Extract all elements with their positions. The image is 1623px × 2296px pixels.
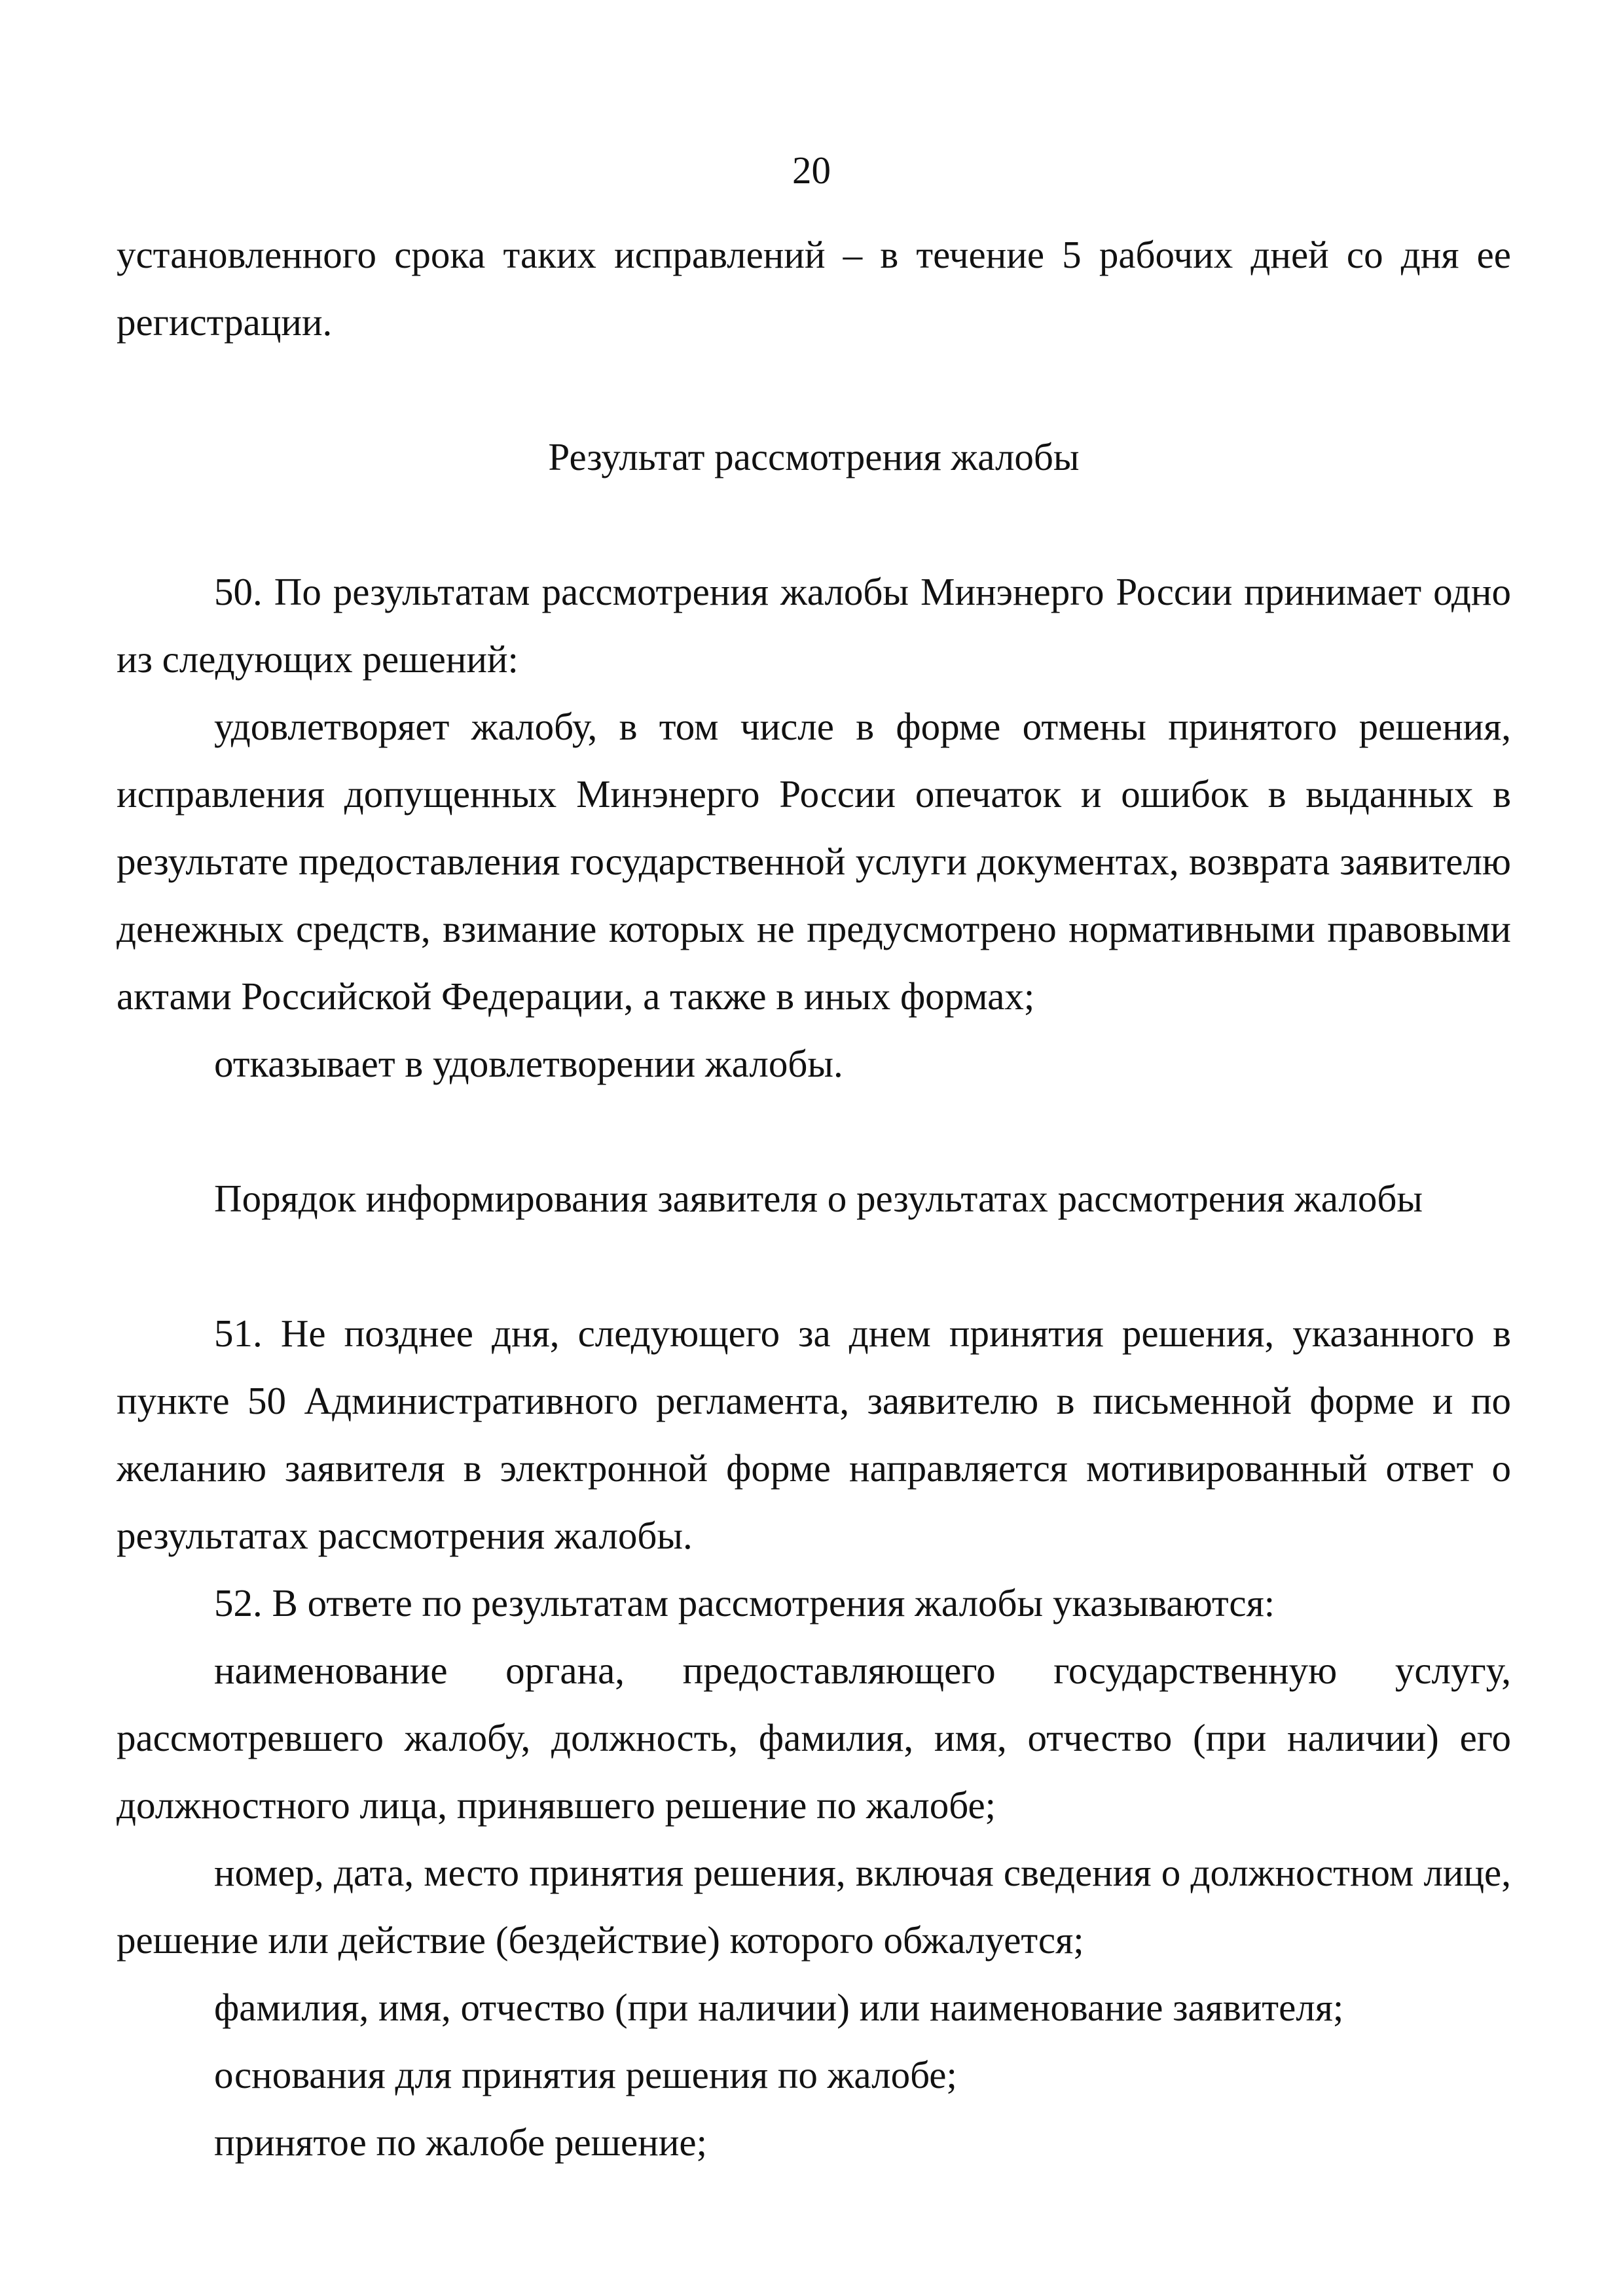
paragraph-52-item-decision: принятое по жалобе решение; xyxy=(214,2121,707,2164)
section-heading-result: Результат рассмотрения жалобы xyxy=(548,435,1080,478)
document-body xyxy=(117,221,1511,2176)
paragraph-52-item-authority: наименование органа, предоставляющего государственную услугу, рассмотревшего жалобу, должность, фамилия, имя, отчество (при наличии) его должностного лица, принявшего решение по жалобе; xyxy=(117,1649,1511,1827)
paragraph-50-option-refuse: отказывает в удовлетворении жалобы. xyxy=(214,1042,843,1085)
section-heading-inform: Порядок информирования заявителя о результатах рассмотрения жалобы xyxy=(214,1177,1423,1220)
paragraph-52: 52. В ответе по результатам рассмотрения жалобы указываются: xyxy=(214,1581,1275,1624)
spacer xyxy=(117,1232,1511,1300)
paragraph-52-item-applicant: фамилия, имя, отчество (при наличии) или наименование заявителя; xyxy=(214,1986,1344,2029)
paragraph-51: 51. Не позднее дня, следующего за днем принятия решения, указанного в пункте 50 Административного регламента, заявителю в письменной форме и по желанию заявителя в электронной форме направляется мотивированный ответ о результатах рассмотрения жалобы. xyxy=(117,1312,1511,1557)
continued-paragraph: установленного срока таких исправлений – в течение 5 рабочих дней со дня ее регистрации. xyxy=(117,233,1511,344)
page-number: 20 xyxy=(792,149,831,192)
spacer xyxy=(117,356,1511,423)
paragraph-52-item-decision-details: номер, дата, место принятия решения, включая сведения о должностном лице, решение или действие (бездействие) которого обжалуется; xyxy=(117,1851,1511,1962)
spacer xyxy=(117,1098,1511,1165)
paragraph-50: 50. По результатам рассмотрения жалобы Минэнерго России принимает одно из следующих решений: xyxy=(117,570,1511,681)
spacer xyxy=(117,491,1511,558)
paragraph-50-option-satisfy: удовлетворяет жалобу, в том числе в форме отмены принятого решения, исправления допущенных Минэнерго России опечаток и ошибок в выданных в результате предоставления государственной услуги документах, возврата заявителю денежных средств, взимание которых не предусмотрено нормативными правовыми актами Российской Федерации, а также в иных формах; xyxy=(117,705,1511,1018)
paragraph-52-item-grounds: основания для принятия решения по жалобе; xyxy=(214,2053,957,2096)
